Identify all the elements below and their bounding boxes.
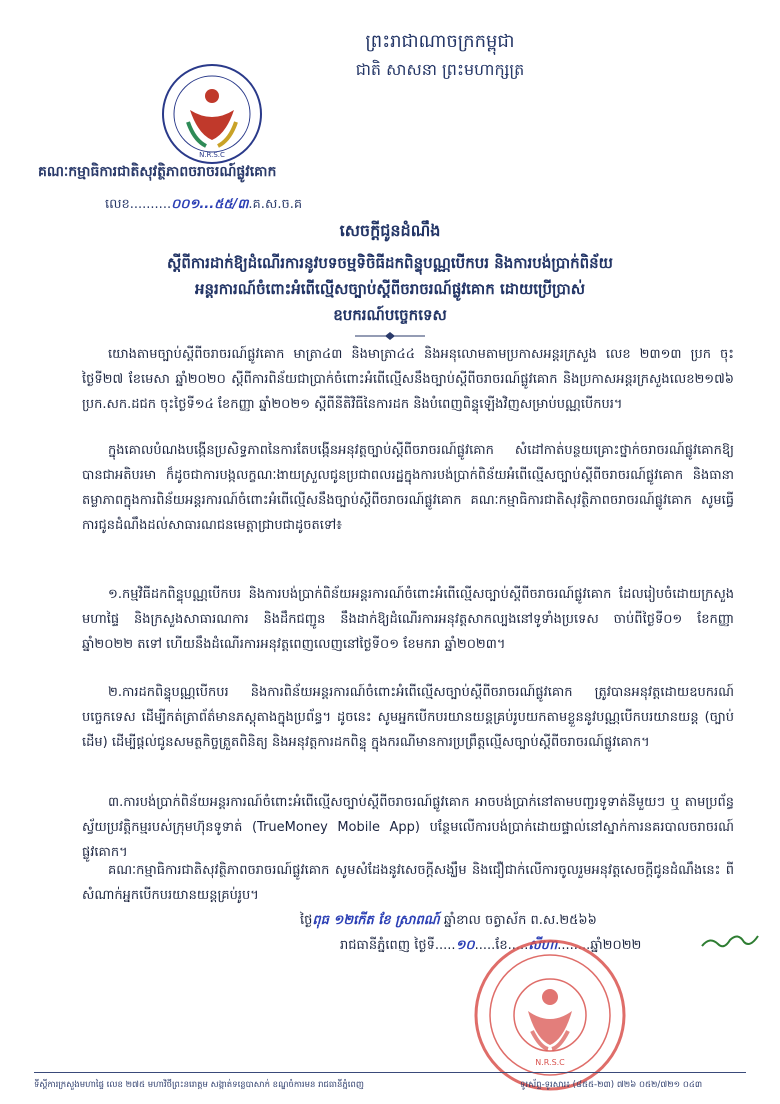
- nrsc-logo: [160, 62, 264, 166]
- signature: [700, 930, 760, 954]
- paragraph-purpose: ក្នុងគោលបំណងបង្កើនប្រសិទ្ធភាពនៃការតែបង្កើនអនុវត្តច្បាប់ស្តីពីចរាចរណ៍ផ្លូវគោក សំដៅកាត់បន្ថយគ្រោះថ្នាក់ចរាចរណ៍ផ្លូវគោកឱ្យបានជាអតិបរមា ក៏ដូចជាការបង្កលក្ខណៈងាយស្រួលជូនប្រជាពលរដ្ឋក្នុងការបង់ប្រាក់ពិន័យអំពើល្មើសច្បាប់ស្តីពីចរាចរណ៍ផ្លូវគោក និងធានាតម្លាភាពក្នុងការពិន័យអន្តរការណ៍ចំពោះអំពើល្មើសនឹងច្បាប់ស្តីពីចរាចរណ៍ផ្លូវគោក គណៈកម្មាធិការជាតិសុវត្ថិភាពចរាចរណ៍ផ្លូវគោក សូមធ្វើការជូនដំណឹងដល់សាធារណជនមេត្តាជ្រាបជាដូចតទៅ៖: [82, 443, 734, 533]
- kingdom-header: [300, 28, 580, 84]
- title-subject-1: ស្តីពីការដាក់ឱ្យដំណើរការនូវបទចម្មទិចិធីដកពិន្ទុបណ្ណបើកបរ និងការបង់ប្រាក់ពិន័យ: [167, 254, 613, 272]
- official-seal: [470, 935, 630, 1095]
- title-subject-2: អន្តរការណ៍ចំពោះអំពើល្មើសច្បាប់ស្តីពីចរាចរណ៍ផ្លូវគោក ដោយប្រើប្រាស់: [194, 280, 586, 298]
- solar-month: សីហា: [528, 938, 558, 953]
- lunar-date: [300, 912, 597, 931]
- footer-phone: ទូរស័ព្ទ-ទូរសារ៖ (៨៥៥-២៣) ៧២៦ ០៥២/៧២១ ០៤៣: [520, 1080, 703, 1090]
- kingdom-name: ព្រះរាជាណាចក្រកម្ពុជា: [365, 31, 515, 52]
- title-main: សេចក្តីជូនដំណឹង: [339, 221, 441, 240]
- solar-prefix: រាជធានីភ្នំពេញ ថ្ងៃទី.....: [340, 938, 456, 953]
- footer-divider: [34, 1072, 746, 1073]
- ref-suffix: .គ.ស.ច.គ: [248, 197, 303, 212]
- solar-mid: .....ខែ.....: [474, 938, 529, 953]
- national-motto: ជាតិ សាសនា ព្រះមហាក្សត្រ: [355, 60, 525, 79]
- solar-day: ១០: [455, 938, 475, 953]
- lunar-prefix: ថ្ងៃ: [300, 913, 313, 928]
- committee-name: គណៈកម្មាធិការជាតិសុវត្ថិភាពចរាចរណ៍ផ្លូវគោក: [38, 164, 277, 180]
- footer-address: ទីស្តីការក្រសួងមហាផ្ទៃ លេខ ២៧៥ មហាវិថីព្រះនរោត្តម សង្កាត់ទន្លេបាសាក់ ខណ្ឌចំការមន រាជធានីភ្នំពេញ: [34, 1080, 364, 1090]
- lunar-suffix: ឆ្នាំខាល ចត្វាស័ក ព.ស.២៥៦៦: [439, 913, 597, 928]
- seal-text: N.R.S.C: [535, 1058, 565, 1067]
- paragraph-item-3: ៣.ការបង់ប្រាក់ពិន័យអន្តរការណ៍ចំពោះអំពើល្មើសច្បាប់ស្តីពីចរាចរណ៍ផ្លូវគោក អាចបង់ប្រាក់នៅតាមបញ្ជរទូទាត់នីមួយៗ ឬ តាមប្រព័ន្ធស្វ័យប្រវត្តិកម្មរបស់ក្រុមហ៊ុនទូទាត់ (TrueMoney Mobile App) បន្ថែមលើការបង់ប្រាក់ដោយផ្ទាល់នៅស្នាក់ការនគរបាលចរាចរណ៍ផ្លូវគោក។: [82, 795, 734, 860]
- paragraph-item-1: ១.កម្មវិធីដកពិន្ទុបណ្ណបើកបរ និងការបង់ប្រាក់ពិន័យអន្តរការណ៍ចំពោះអំពើល្មើសច្បាប់ស្តីពីចរាចរណ៍ផ្លូវគោក ដែលរៀបចំដោយក្រសួងមហាផ្ទៃ និងក្រសួងសាធារណការ និងដឹកជញ្ជូន នឹងដាក់ឱ្យដំណើរការអនុវត្តសាកល្បងនៅទូទាំងប្រទេស ចាប់ពីថ្ងៃទី០១ ខែកញ្ញា ឆ្នាំ២០២២ តទៅ ហើយនឹងដំណើរការអនុវត្តពេញលេញនៅថ្ងៃទី០១ ខែមករា ឆ្នាំ២០២៣។: [82, 587, 734, 652]
- ref-label: លេខ..........: [105, 197, 172, 212]
- lunar-handwritten: ពុធ ១២កើត ខែ ស្រាពណ៍: [312, 913, 440, 928]
- logo-ring-text: N.R.S.C: [199, 151, 225, 159]
- title-subject-3: ឧបករណ៍បច្ចេកទេស: [333, 306, 447, 324]
- title-ornament: [355, 332, 425, 340]
- paragraph-closing: គណៈកម្មាធិការជាតិសុវត្ថិភាពចរាចរណ៍ផ្លូវគោក សូមសំដែងនូវសេចក្តីសង្ឃឹម និងជឿជាក់លើការចូលរួមអនុវត្តសេចក្តីជូនដំណឹងនេះ ពីសំណាក់អ្នកបើកបរយានយន្តគ្រប់រូប។: [82, 863, 734, 903]
- ref-handwritten: ០០១...៥៥/៣: [171, 197, 249, 212]
- reference-number: [105, 196, 302, 215]
- paragraph-item-2: ២.ការដកពិន្ទុបណ្ណបើកបរ និងការពិន័យអន្តរការណ៍ចំពោះអំពើល្មើសច្បាប់ស្តីពីចរាចរណ៍ផ្លូវគោក ត្រូវបានអនុវត្តដោយឧបករណ៍បច្ចេកទេស ដើម្បីកត់ត្រាព័ត៌មានភស្តុតាងក្នុងប្រព័ន្ធ។ ដូចនេះ សូមអ្នកបើកបរយានយន្តគ្រប់រូបយកតាមខ្លួននូវបណ្ណបើកបរយានយន្ត (ច្បាប់ដើម) ដើម្បីផ្តល់ជូនសមត្ថកិច្ចត្រួតពិនិត្យ និងអនុវត្តការដកពិន្ទុ ក្នុងករណីមានការប្រព្រឹត្តល្មើសច្បាប់ស្តីពីចរាចរណ៍ផ្លូវគោក។: [82, 685, 734, 750]
- notice-title: [40, 220, 740, 328]
- paragraph-legal-basis: យោងតាមច្បាប់ស្តីពីចរាចរណ៍ផ្លូវគោក មាត្រា៤៣ និងមាត្រា៤៤ និងអនុលោមតាមប្រកាសអន្តរក្រសួង លេខ ២៣១៣ ប្រក ចុះថ្ងៃទី២៧ ខែមេសា ឆ្នាំ២០២០ ស្តីពីការពិន័យជាប្រាក់ចំពោះអំពើល្មើសនឹងច្បាប់ស្តីពីចរាចរណ៍ផ្លូវគោក និងប្រកាសអន្តរក្រសួងលេខ២១៧៦ ប្រក.សក.ដជក ចុះថ្ងៃទី១៤ ខែកញ្ញា ឆ្នាំ២០២១ ស្តីពីនីតិវិធីនៃការដក និងបំពេញពិន្ទុឡើងវិញសម្រាប់បណ្ណបើកបរ។: [82, 347, 734, 412]
- solar-suffix: ........ឆ្នាំ២០២២: [557, 938, 642, 953]
